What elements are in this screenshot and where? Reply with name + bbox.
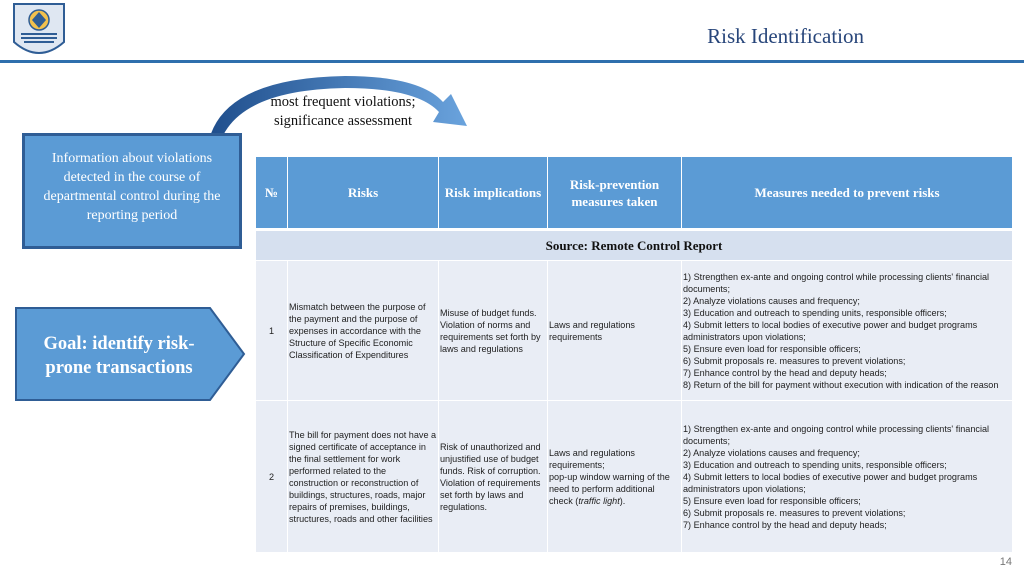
row-implication: Misuse of budget funds. Violation of norms and requirements set forth by laws and regulations bbox=[439, 261, 548, 401]
row-implication: Risk of unauthorized and unjustified use of budget funds. Risk of corruption. Violation of requirements set forth by laws and regulations. bbox=[439, 401, 548, 553]
measures-taken-italic: traffic light bbox=[578, 495, 620, 506]
row-risk: Mismatch between the purpose of the payment and the purpose of expenses in accordance with the Structure of Specific Economic Classification of Expenditures bbox=[288, 261, 439, 401]
row-number: 2 bbox=[256, 401, 288, 553]
source-row bbox=[256, 231, 1013, 261]
source-label: Source: Remote Control Report bbox=[256, 231, 1013, 261]
row-measures-taken: Laws and regulations requirements bbox=[548, 261, 682, 401]
row-measures-needed: 1) Strengthen ex-ante and ongoing control while processing clients' financial documents; 2) Analyze violations causes and frequency; 3) Education and outreach to spending units, responsible officers; 4) Submit letters to local bodies of executive power and budget programs administrators upon violations; 5) Ensure even load for responsible officers; 6) Submit proposals re. measures to prevent violations; 7) Enhance control by the head and deputy heads; 8) Return of the bill for payment without execution with indication of the reason bbox=[682, 261, 1013, 401]
risk-table bbox=[255, 156, 1013, 553]
page-number: 14 bbox=[999, 556, 1012, 568]
table-row bbox=[256, 401, 1013, 553]
table-header-row bbox=[256, 157, 1013, 229]
arc-caption-line-2: significance assessment bbox=[273, 113, 413, 129]
goal-text: Goal: identify risk-prone transactions bbox=[43, 334, 195, 378]
info-box-text: Information about violations detected in the course of departmental control during the reporting period bbox=[43, 151, 221, 223]
row-measures-needed: 1) Strengthen ex-ante and ongoing control while processing clients' financial documents; 2) Analyze violations causes and frequency; 3) Education and outreach to spending units, responsible officers; 4) Submit letters to local bodies of executive power and budget programs administrators upon violations; 5) Ensure even load for responsible officers; 6) Submit proposals re. measures to prevent violations; 7) Enhance control by the head and deputy heads; bbox=[682, 401, 1013, 553]
header-num: № bbox=[256, 157, 288, 229]
row-measures-taken bbox=[548, 401, 682, 553]
measures-taken-suffix: ). bbox=[619, 495, 626, 506]
header-divider bbox=[0, 60, 1024, 63]
header-implications: Risk implications bbox=[439, 157, 548, 229]
row-risk: The bill for payment does not have a signed certificate of acceptance in the final settlement for work performed related to the construction or reconstruction of buildings, structures, roads, major repairs of premises, buildings, structures, roads and other facilities bbox=[288, 401, 439, 553]
header-measures-taken: Risk-prevention measures taken bbox=[548, 157, 682, 229]
measures-taken-text: Laws and regulations requirements; pop-up window warning of the need to perform additional check ( bbox=[549, 447, 670, 506]
page-title: Risk Identification bbox=[707, 24, 864, 48]
organization-logo bbox=[6, 2, 72, 62]
arc-caption bbox=[248, 93, 438, 131]
arc-caption-line-1: most frequent violations; bbox=[270, 94, 416, 110]
row-number: 1 bbox=[256, 261, 288, 401]
header-measures-needed: Measures needed to prevent risks bbox=[682, 157, 1013, 229]
table-row bbox=[256, 261, 1013, 401]
header-risks: Risks bbox=[288, 157, 439, 229]
